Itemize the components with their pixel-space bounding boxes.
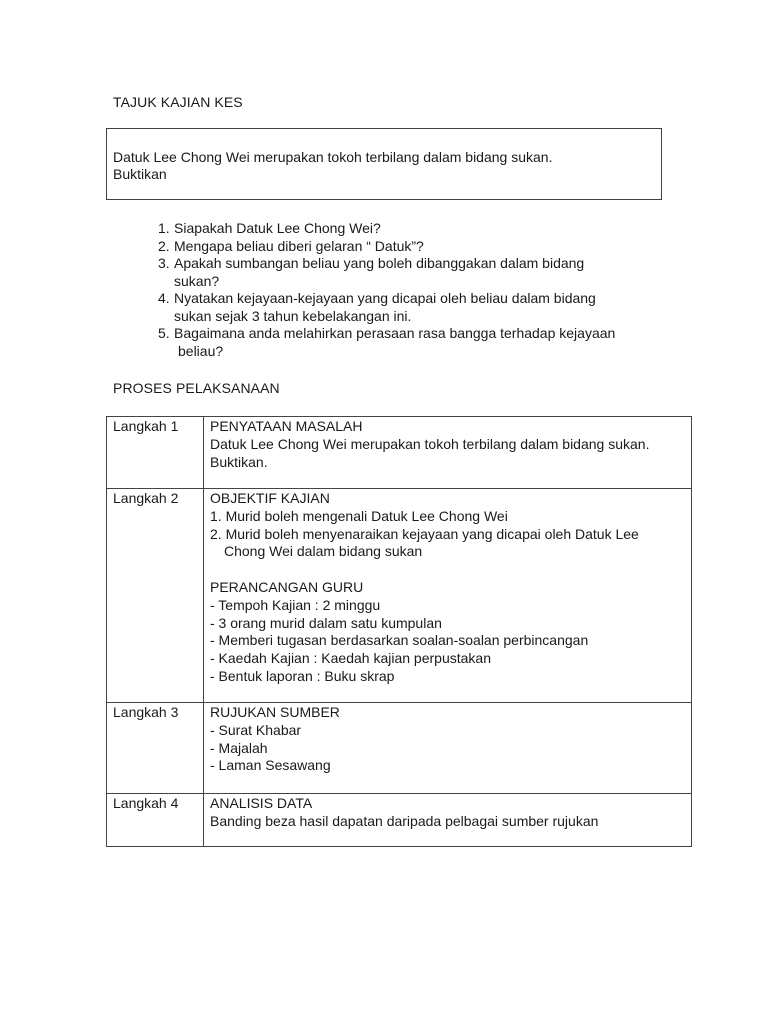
step-text: Buktikan. [210, 453, 268, 470]
question-item [158, 325, 678, 360]
question-text-continued: sukan sejak 3 tahun kebelakangan ini. [174, 307, 412, 324]
case-study-title-heading: TAJUK KAJIAN KES [113, 94, 243, 110]
question-text: Siapakah Datuk Lee Chong Wei? [174, 220, 381, 236]
step-text: Banding beza hasil dapatan daripada pelbagai sumber rujukan [210, 812, 599, 829]
question-text: Bagaimana anda melahirkan perasaan rasa bangga terhadap kejayaan [174, 325, 616, 341]
step-bullet: - Surat Khabar [210, 721, 302, 738]
step-bullet: - 3 orang murid dalam satu kumpulan [210, 614, 442, 631]
step-label: Langkah 4 [107, 794, 204, 847]
step-label: Langkah 3 [107, 703, 204, 794]
table-row [107, 794, 692, 847]
question-item [158, 238, 678, 256]
table-row [107, 703, 692, 794]
table-row [107, 417, 692, 489]
question-number: 1. [158, 220, 170, 236]
step-heading: ANALISIS DATA [210, 795, 313, 811]
table-row [107, 489, 692, 703]
step-bullet: - Bentuk laporan : Buku skrap [210, 667, 395, 684]
step-text: Datuk Lee Chong Wei merupakan tokoh terbilang dalam bidang sukan. [210, 435, 650, 452]
question-text-continued: sukan? [174, 272, 220, 289]
case-statement-box [106, 128, 662, 200]
question-number: 4. [158, 290, 170, 306]
question-item [158, 290, 678, 325]
step-text: 1. Murid boleh mengenali Datuk Lee Chong Wei [210, 507, 508, 524]
question-number: 5. [158, 325, 170, 341]
process-heading: PROSES PELAKSANAAN [113, 380, 280, 396]
question-text: Nyatakan kejayaan-kejayaan yang dicapai oleh beliau dalam bidang [174, 290, 596, 306]
step-content [204, 794, 692, 847]
question-number: 3. [158, 255, 170, 271]
question-text: Mengapa beliau diberi gelaran “ Datuk”? [174, 237, 424, 254]
step-bullet: - Majalah [210, 739, 268, 756]
step-heading: RUJUKAN SUMBER [210, 704, 340, 720]
step-text: 2. Murid boleh menyenaraikan kejayaan yang dicapai oleh Datuk Lee [210, 525, 639, 542]
case-statement-line: Datuk Lee Chong Wei merupakan tokoh terbilang dalam bidang sukan. [113, 149, 553, 165]
spacer [210, 561, 685, 579]
discussion-questions-list [158, 220, 678, 360]
question-number: 2. [158, 237, 170, 254]
step-label: Langkah 1 [107, 417, 204, 489]
step-text-continued: Chong Wei dalam bidang sukan [224, 543, 423, 560]
step-bullet: - Kaedah Kajian : Kaedah kajian perpustakan [210, 650, 491, 667]
question-item [158, 220, 678, 238]
case-statement-line: Buktikan [113, 166, 167, 182]
process-steps-table [106, 416, 692, 847]
step-bullet: - Laman Sesawang [210, 757, 331, 774]
step-heading: PENYATAAN MASALAH [210, 418, 363, 434]
step-content [204, 417, 692, 489]
step-subheading: PERANCANGAN GURU [210, 578, 364, 595]
step-heading: OBJEKTIF KAJIAN [210, 490, 330, 506]
step-label: Langkah 2 [107, 489, 204, 703]
question-text-continued: beliau? [178, 342, 224, 359]
question-text: Apakah sumbangan beliau yang boleh dibanggakan dalam bidang [174, 255, 585, 271]
step-bullet: - Memberi tugasan berdasarkan soalan-soalan perbincangan [210, 632, 589, 649]
step-bullet: - Tempoh Kajian : 2 minggu [210, 596, 381, 613]
step-content [204, 489, 692, 703]
question-item [158, 255, 678, 290]
step-content [204, 703, 692, 794]
